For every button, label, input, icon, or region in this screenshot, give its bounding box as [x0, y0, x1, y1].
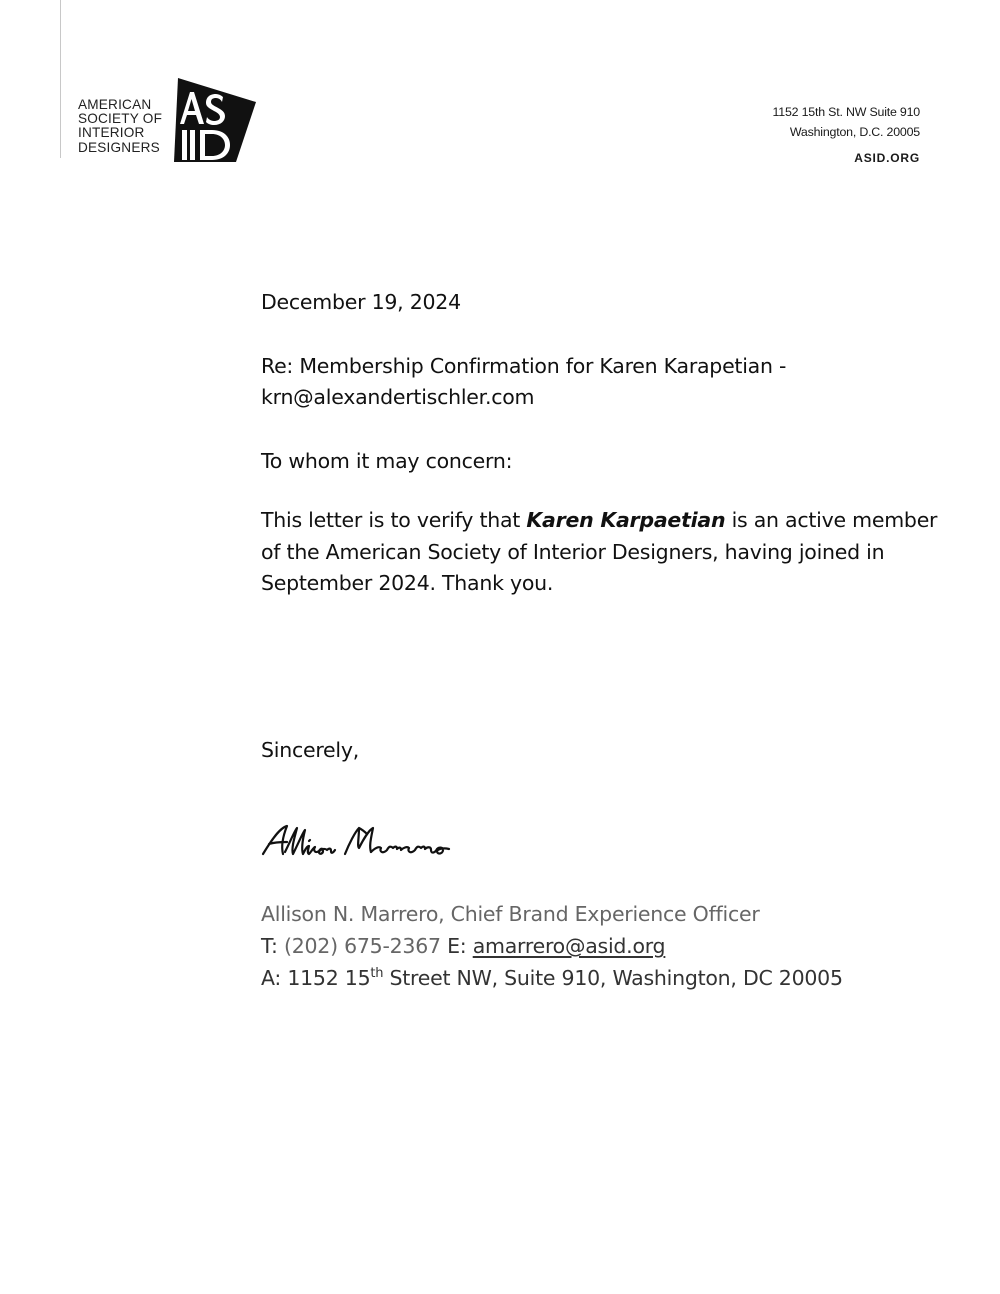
address-line: [261, 962, 843, 994]
logo-text-line: AMERICAN: [78, 97, 152, 112]
email-label: E:: [440, 934, 473, 958]
letter-paragraph: [261, 505, 941, 600]
contact-line: [261, 930, 843, 962]
subject-line-1: Re: Membership Confirmation for Karen Karapetian -: [261, 353, 787, 378]
address-prefix: A: 1152 15: [261, 966, 371, 990]
header-website-link[interactable]: ASID.ORG: [854, 151, 920, 165]
signer-name-title: Allison N. Marrero, Chief Brand Experience Officer: [261, 902, 760, 926]
logo-text-line: DESIGNERS: [78, 139, 160, 155]
letter-body: [261, 287, 941, 600]
phone-number[interactable]: (202) 675-2367: [283, 934, 441, 958]
letter-subject: [261, 351, 941, 414]
asid-logo: [78, 78, 268, 168]
header-city-line: Washington, D.C. 20005: [789, 125, 920, 139]
header-address-block: [773, 102, 920, 168]
asid-logo-mark: [170, 78, 260, 164]
letter-date: December 19, 2024: [261, 290, 461, 314]
signature-block: [261, 898, 843, 994]
phone-label: T:: [261, 934, 284, 958]
paragraph-intro: This letter is to verify that: [261, 508, 527, 532]
logo-wordmark: [78, 98, 173, 155]
logo-text-line: INTERIOR: [78, 125, 145, 141]
email-link[interactable]: amarrero@asid.org: [472, 934, 666, 958]
letter-closing: Sincerely,: [261, 738, 360, 762]
handwritten-signature: [259, 818, 469, 866]
letter-salutation: To whom it may concern:: [261, 448, 513, 473]
subject-line-2: krn@alexandertischler.com: [261, 385, 535, 409]
header-address-line: 1152 15th St. NW Suite 910: [772, 105, 920, 119]
address-suffix: Street NW, Suite 910, Washington, DC 20005: [383, 966, 843, 990]
member-name: Karen Karpaetian: [526, 508, 726, 532]
paragraph-rest: is an active member of the American Society of Interior Designers, having joined in September 2024. Thank you.: [261, 508, 938, 595]
margin-rule: [60, 0, 61, 158]
logo-text-line: SOCIETY OF: [78, 111, 163, 127]
address-superscript: th: [370, 966, 384, 982]
